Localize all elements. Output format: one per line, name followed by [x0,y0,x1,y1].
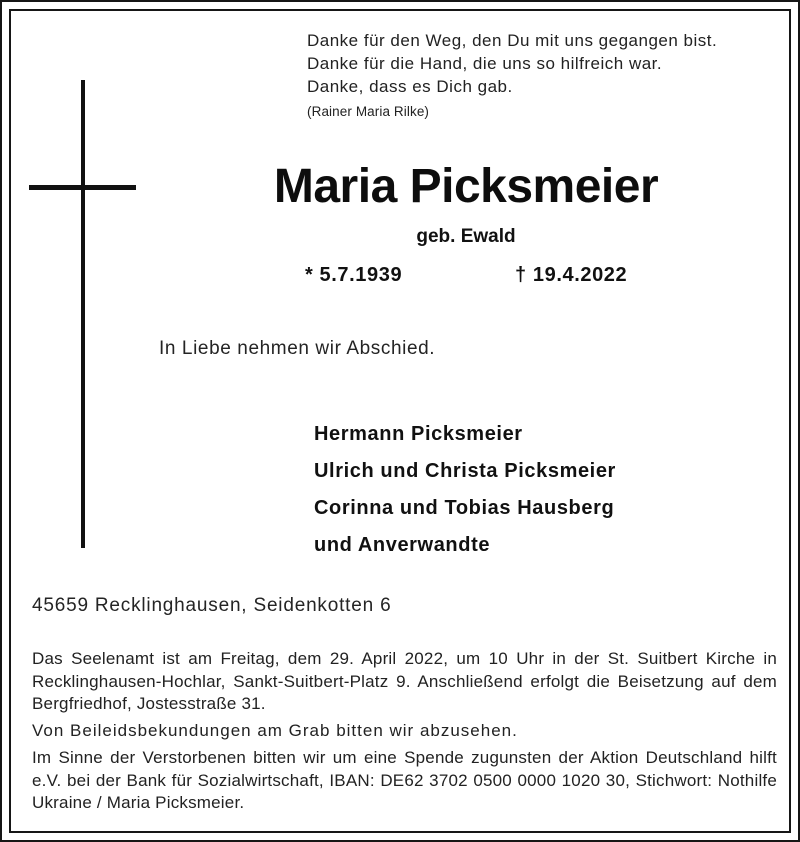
opening-quote [307,29,717,123]
cross-horizontal-bar [29,185,136,190]
service-info-paragraph: Das Seelenamt ist am Freitag, dem 29. April 2022, um 10 Uhr in der St. Suitbert Kirche in Recklinghausen-Hochlar, Sankt-Suitbert-Platz 9. Anschließend erfolgt die Beisetzung auf dem Bergfriedhof, Jostesstraße 31. [32,649,777,713]
quote-line: Danke für den Weg, den Du mit uns gegangen bist. [307,31,718,50]
quote-line: Danke für die Hand, die uns so hilfreich war. [307,54,663,73]
mourner-line: Ulrich und Christa Picksmeier [314,460,616,482]
address-line: 45659 Recklinghausen, Seidenkotten 6 [32,595,392,616]
mourners-list [314,416,616,564]
mourner-line: Corinna und Tobias Hausberg [314,497,615,519]
maiden-name: geb. Ewald [416,226,516,247]
cross-vertical-bar [81,80,85,548]
quote-attribution: (Rainer Maria Rilke) [307,104,430,119]
quote-line: Danke, dass es Dich gab. [307,77,513,96]
donation-note-paragraph: Im Sinne der Verstorbenen bitten wir um eine Spende zugunsten der Aktion Deutschland hilft e.V. bei der Bank für Sozialwirtschaft, IBAN: DE62 3702 0500 0000 1020 30, Stichwort: Nothilfe Ukraine / Maria Picksmeier. [32,748,777,812]
cross-icon [29,80,136,548]
mourner-line: Hermann Picksmeier [314,423,523,445]
death-date: † 19.4.2022 [515,264,628,286]
birth-date: * 5.7.1939 [305,264,403,286]
mourner-line: und Anverwandte [314,534,491,556]
condolence-note: Von Beileidsbekundungen am Grab bitten wir abzusehen. [32,721,518,740]
farewell-line: In Liebe nehmen wir Abschied. [159,338,436,359]
deceased-name: Maria Picksmeier [273,160,659,213]
